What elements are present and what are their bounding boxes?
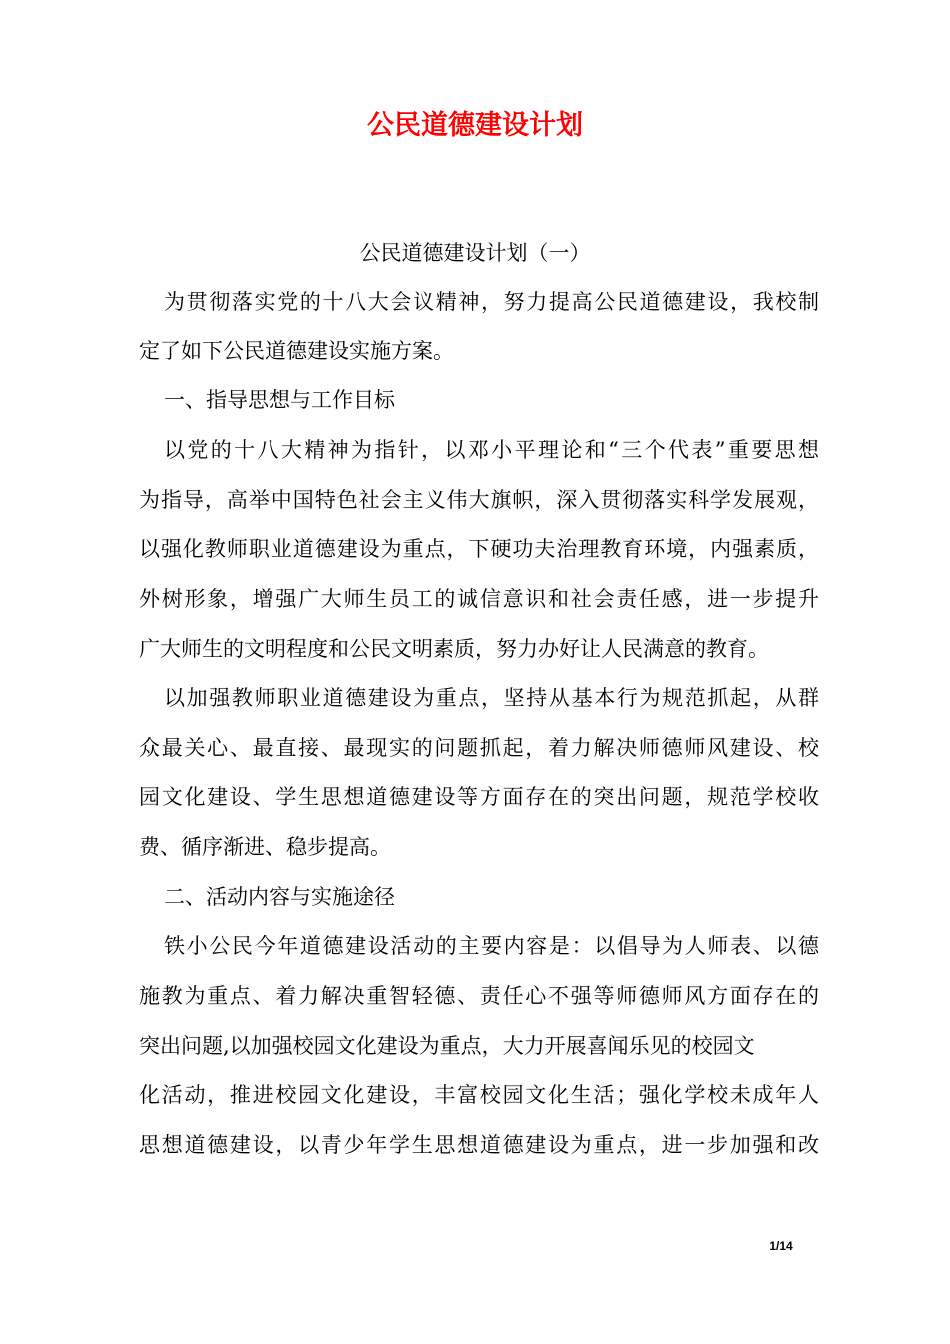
section-subtitle: 公民道德建设计划（一） bbox=[359, 241, 591, 265]
text-line: 定了如下公民道德建设实施方案。 bbox=[139, 339, 454, 363]
text-line: 外树形象，增强广大师生员工的诚信意识和社会责任感，进一步提升 bbox=[139, 587, 819, 611]
text-line: 施教为重点、着力解决重智轻德、责任心不强等师德师风方面存在的 bbox=[139, 984, 819, 1008]
text-line: 为指导，高举中国特色社会主义伟大旗帜，深入贯彻落实科学发展观， bbox=[139, 488, 819, 512]
text-line: 铁小公民今年道德建设活动的主要内容是：以倡导为人师表、以德 bbox=[164, 934, 819, 958]
section-heading: 二、活动内容与实施途径 bbox=[164, 885, 395, 909]
text-line: 广大师生的文明程度和公民文明素质，努力办好让人民满意的教育。 bbox=[139, 637, 769, 661]
text-line: 化活动，推进校园文化建设，丰富校园文化生活；强化学校未成年人 bbox=[139, 1083, 819, 1107]
text-line: 园文化建设、学生思想道德建设等方面存在的突出问题，规范学校收 bbox=[139, 785, 819, 809]
text-line: 众最关心、最直接、最现实的问题抓起，着力解决师德师风建设、校 bbox=[139, 736, 819, 760]
document-title: 公民道德建设计划 bbox=[367, 110, 583, 141]
text-line: 思想道德建设，以青少年学生思想道德建设为重点，进一步加强和改 bbox=[139, 1133, 819, 1157]
text-line: 为贯彻落实党的十八大会议精神，努力提高公民道德建设，我校制 bbox=[164, 290, 819, 314]
text-line: 突出问题,以加强校园文化建设为重点，大力开展喜闻乐见的校园文 bbox=[139, 1034, 755, 1058]
text-line: 费、循序渐进、稳步提高。 bbox=[139, 835, 391, 859]
text-line: 以党的十八大精神为指针，以邓小平理论和“三个代表”重要思想 bbox=[164, 438, 819, 462]
page-number: 1/14 bbox=[769, 1239, 793, 1253]
text-line: 以强化教师职业道德建设为重点，下硬功夫治理教育环境，内强素质， bbox=[139, 537, 819, 561]
section-heading: 一、指导思想与工作目标 bbox=[164, 388, 395, 412]
text-line: 以加强教师职业道德建设为重点，坚持从基本行为规范抓起，从群 bbox=[164, 686, 819, 710]
